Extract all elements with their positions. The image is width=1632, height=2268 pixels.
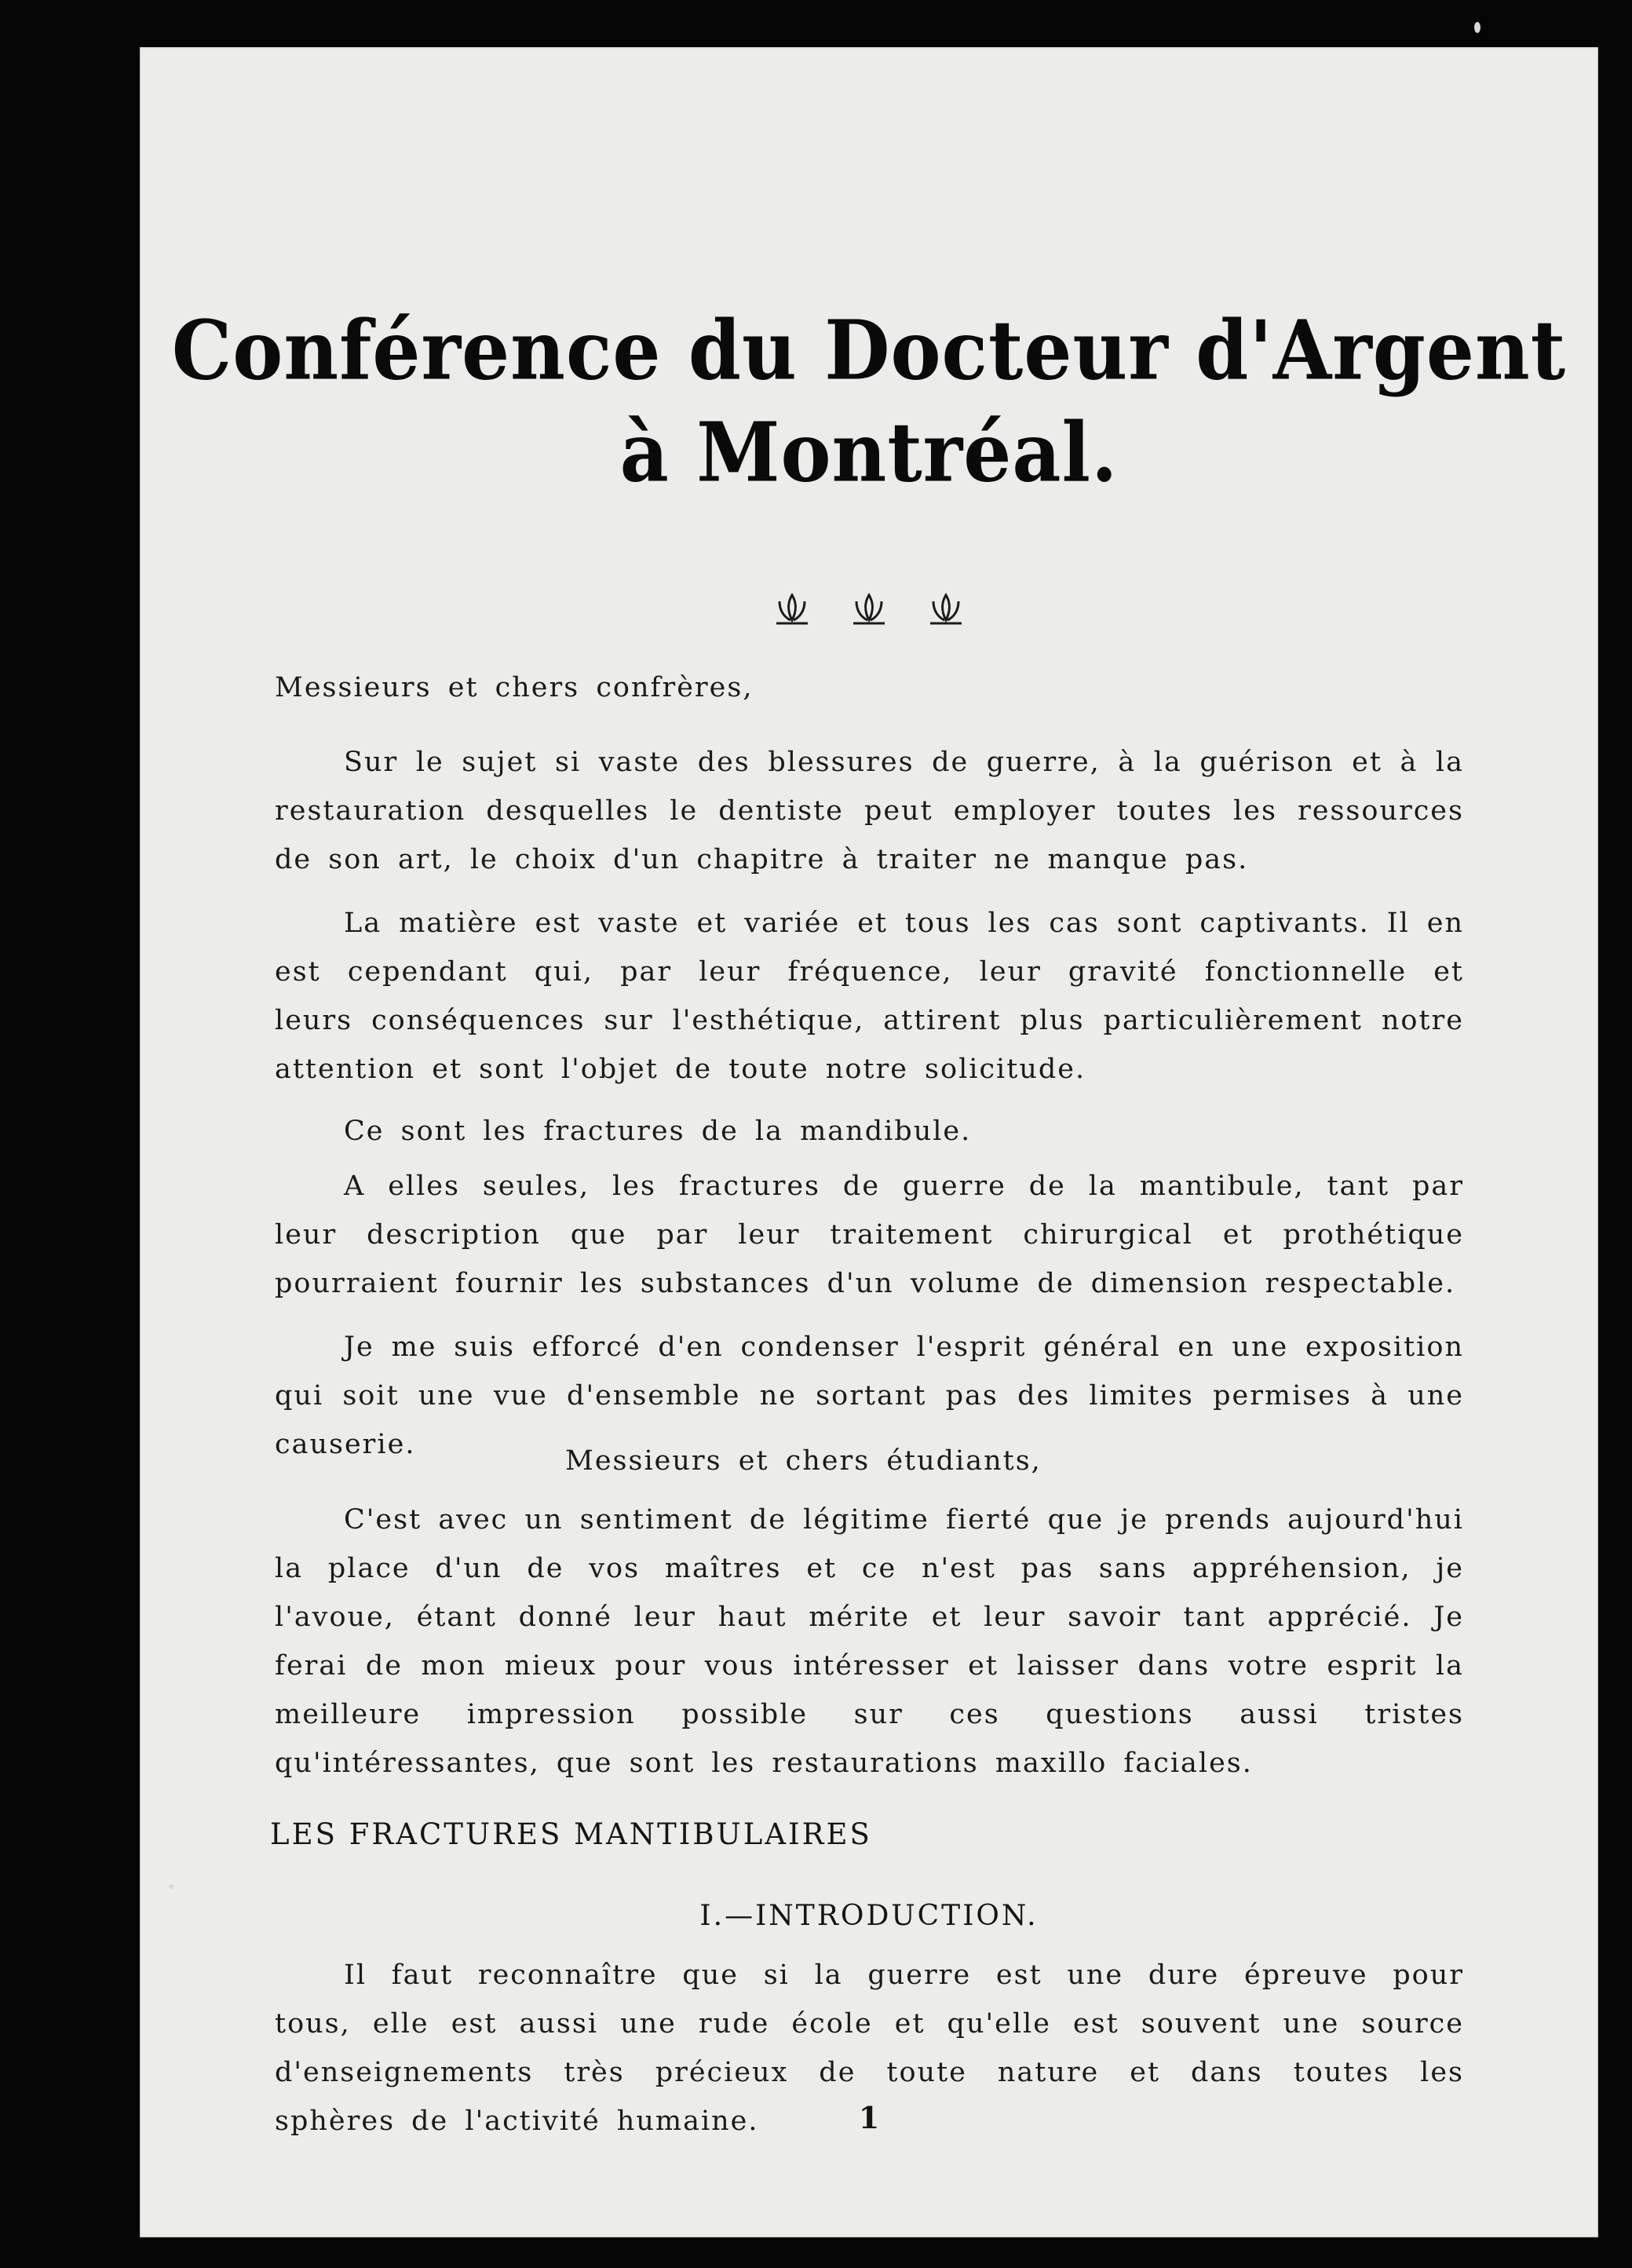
- paragraph-fractures: Ce sont les fractures de la mandibule.: [344, 1116, 972, 1147]
- section-subheading: I.—INTRODUCTION.: [699, 1900, 1039, 1932]
- fleur-ornament-icon: [772, 589, 812, 630]
- title-line-2: à Montréal.: [619, 404, 1119, 501]
- scan-speck: [169, 1884, 173, 1889]
- scan-speck: [1474, 22, 1480, 33]
- paragraph-mantibule: A elles seules, les fractures de guerre de la mantibule, tant par leur description que par leur traitement chirurgical et prothétique pourraient fournir les substances d'un volume de dimension respectable.: [275, 1171, 1464, 1299]
- page-number: 1: [858, 2100, 880, 2135]
- paragraph-fierte: C'est avec un sentiment de légitime fierté que je prends aujourd'hui la place d'un de vos maîtres et ce n'est pas sans appréhension, je l'avoue, étant donné leur haut mérite et leur savoir tant apprécié. Je ferai de mon mieux pour vous intéresser et laisser dans votre esprit la meilleure impression possible sur ces questions aussi tristes qu'intéressantes, que sont les restaurations maxillo faciales.: [275, 1504, 1464, 1779]
- section-heading: LES FRACTURES MANTIBULAIRES: [270, 1817, 872, 1851]
- document-page: [140, 47, 1598, 2237]
- salutation-confreres: Messieurs et chers confrères,: [275, 672, 754, 703]
- paragraph-condenser: Je me suis efforcé d'en condenser l'esprit général en une exposition qui soit une vue d'ensemble ne sortant pas des limites permises à une causerie.: [275, 1331, 1464, 1460]
- fleur-ornament-icon: [849, 589, 889, 630]
- title-line-1: Conférence du Docteur d'Argent: [171, 302, 1567, 399]
- paragraph-introduction: Il faut reconnaître que si la guerre est une dure épreuve pour tous, elle est aussi une rude école et qu'elle est souvent une source d'enseignements très précieux de toute nature et dans toutes les sphères de l'activité humaine.: [275, 1959, 1464, 2137]
- ornament-row: [140, 589, 1598, 630]
- fleur-ornament-icon: [926, 589, 966, 630]
- paragraph-matiere: La matière est vaste et variée et tous les cas sont captivants. Il en est cependant qui, par leur fréquence, leur gravité fonctionnelle et leurs conséquences sur l'esthétique, attirent plus particulièrement notre attention et sont l'objet de toute notre solicitude.: [275, 908, 1464, 1085]
- salutation-etudiants: Messieurs et chers étudiants,: [565, 1445, 1042, 1477]
- paragraph-sujet: Sur le sujet si vaste des blessures de guerre, à la guérison et à la restauration desquelles le dentiste peut employer toutes les ressources de son art, le choix d'un chapitre à traiter ne manque pas.: [275, 747, 1464, 875]
